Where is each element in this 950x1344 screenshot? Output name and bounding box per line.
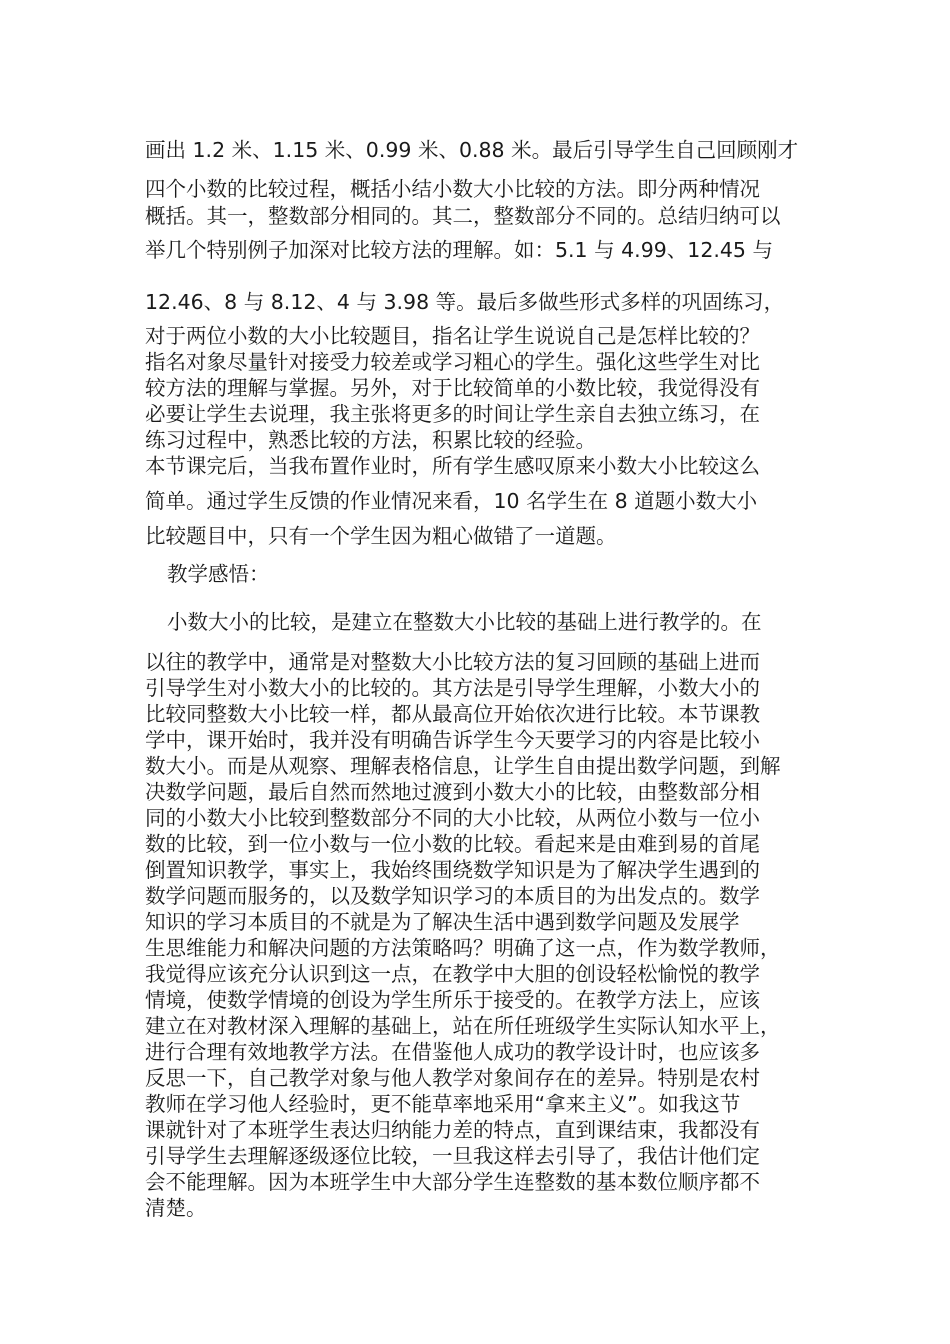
- text-line: 进行合理有效地教学方法。在借鉴他人成功的教学设计时，也应该多: [145, 1040, 760, 1064]
- text-line: 12.46、8 与 8.12、4 与 3.98 等。最后多做些形式多样的巩固练习，: [145, 290, 785, 314]
- text-line: 比较题目中，只有一个学生因为粗心做错了一道题。: [145, 524, 617, 548]
- text-line: 数的比较，到一位小数与一位小数的比较。看起来是由难到易的首尾: [145, 832, 760, 856]
- text-line: 课就针对了本班学生表达归纳能力差的特点，直到课结束，我都没有: [145, 1118, 760, 1142]
- text-line: 小数大小的比较，是建立在整数大小比较的基础上进行教学的。在: [167, 610, 762, 634]
- text-line: 举几个特别例子加深对比较方法的理解。如：5.1 与 4.99、12.45 与: [145, 238, 773, 262]
- text-line: 反思一下，自己教学对象与他人教学对象间存在的差异。特别是农村: [145, 1066, 760, 1090]
- text-line: 会不能理解。因为本班学生中大部分学生连整数的基本数位顺序都不: [145, 1170, 760, 1194]
- text-line: 指名对象尽量针对接受力较差或学习粗心的学生。强化这些学生对比: [145, 350, 760, 374]
- text-line: 以往的教学中，通常是对整数大小比较方法的复习回顾的基础上进而: [145, 650, 760, 674]
- text-line: 概括。其一，整数部分相同的。其二，整数部分不同的。总结归纳可以: [145, 204, 781, 228]
- text-line: 练习过程中，熟悉比较的方法，积累比较的经验。: [145, 428, 596, 452]
- text-line: 数学问题而服务的，以及数学知识学习的本质目的为出发点的。数学: [145, 884, 760, 908]
- text-line: 建立在对教材深入理解的基础上，站在所任班级学生实际认知水平上，: [145, 1014, 781, 1038]
- text-line: 生思维能力和解决问题的方法策略吗？明确了这一点，作为数学教师，: [145, 936, 781, 960]
- text-line: 引导学生对小数大小的比较的。其方法是引导学生理解，小数大小的: [145, 676, 760, 700]
- text-line: 同的小数大小比较到整数部分不同的大小比较，从两位小数与一位小: [145, 806, 760, 830]
- text-line: 比较同整数大小比较一样，都从最高位开始依次进行比较。本节课教: [145, 702, 760, 726]
- text-line: 画出 1.2 米、1.15 米、0.99 米、0.88 米。最后引导学生自己回顾刚才: [145, 138, 799, 162]
- text-line: 对于两位小数的大小比较题目，指名让学生说说自己是怎样比较的？: [145, 324, 760, 348]
- text-line: 必要让学生去说理，我主张将更多的时间让学生亲自去独立练习，在: [145, 402, 760, 426]
- text-line: 决数学问题，最后自然而然地过渡到小数大小的比较，由整数部分相: [145, 780, 760, 804]
- text-line: 学中，课开始时，我并没有明确告诉学生今天要学习的内容是比较小: [145, 728, 760, 752]
- text-line: 倒置知识教学，事实上，我始终围绕数学知识是为了解决学生遇到的: [145, 858, 760, 882]
- text-line: 教师在学习他人经验时，更不能草率地采用“拿来主义”。如我这节: [145, 1092, 741, 1116]
- text-line: 较方法的理解与掌握。另外，对于比较简单的小数比较，我觉得没有: [145, 376, 760, 400]
- text-line: 数大小。而是从观察、理解表格信息，让学生自由提出数学问题，到解: [145, 754, 781, 778]
- text-line: 本节课完后，当我布置作业时，所有学生感叹原来小数大小比较这么: [145, 454, 760, 478]
- text-line: 知识的学习本质目的不就是为了解决生活中遇到数学问题及发展学: [145, 910, 740, 934]
- section-heading: 教学感悟：: [167, 562, 270, 586]
- text-line: 引导学生去理解逐级逐位比较，一旦我这样去引导了，我估计他们定: [145, 1144, 760, 1168]
- text-line: 简单。通过学生反馈的作业情况来看，10 名学生在 8 道题小数大小: [145, 489, 758, 513]
- text-line: 四个小数的比较过程，概括小结小数大小比较的方法。即分两种情况: [145, 177, 760, 201]
- text-line: 情境，使数学情境的创设为学生所乐于接受的。在教学方法上，应该: [145, 988, 760, 1012]
- text-line: 我觉得应该充分认识到这一点，在教学中大胆的创设轻松愉悦的教学: [145, 962, 760, 986]
- text-line: 清楚。: [145, 1196, 207, 1220]
